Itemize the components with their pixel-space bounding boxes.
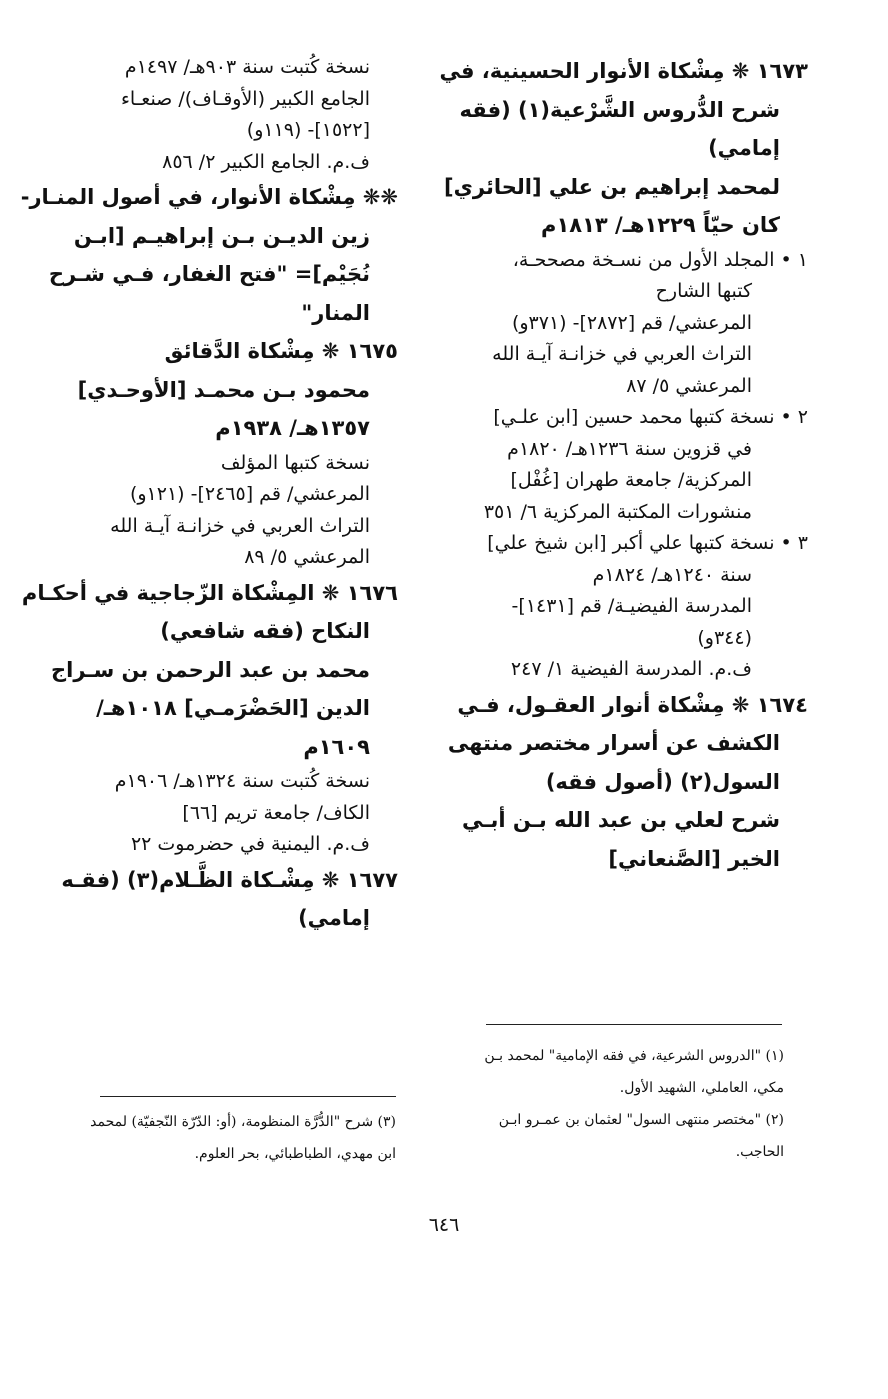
left-column-line: المنار" bbox=[301, 300, 370, 325]
right-column-line: ف.م. المدرسة الفيضية ١/ ٢٤٧ bbox=[510, 658, 752, 680]
footnote-left-line: (٣) شرح "الدُّرَّة المنظومة، (أو: الدّرّة النّجفيّة) لمحمد bbox=[90, 1114, 396, 1130]
left-column-line: ١٣٥٧هـ/ ١٩٣٨م bbox=[215, 416, 370, 440]
right-column-line: لمحمد إبراهيم بن علي [الحائري] bbox=[444, 174, 780, 199]
right-column-line: شرح الدُّروس الشَّرْعية(١) (فقه bbox=[459, 97, 780, 122]
left-column-line: المرعشي/ قم [٢٤٦٥]- (١٢١و) bbox=[129, 483, 370, 505]
page-number: ٦٤٦ bbox=[428, 1214, 460, 1236]
right-column-line: المركزية/ جامعة طهران [غُفْل] bbox=[510, 469, 752, 491]
right-column-line: كتبها الشارح bbox=[655, 280, 752, 302]
left-column-line: محمود بـن محمـد [الأوحـدي] bbox=[77, 377, 370, 402]
left-column-line: نسخة كُتبت سنة ١٣٢٤هـ/ ١٩٠٦م bbox=[114, 770, 370, 792]
footnotes-left bbox=[84, 1106, 396, 1170]
left-column-line: نسخة كُتبت سنة ٩٠٣هـ/ ١٤٩٧م bbox=[124, 56, 370, 78]
right-column-line: الكشف عن أسرار مختصر منتهى bbox=[447, 731, 780, 755]
right-column-line: (٣٤٤و) bbox=[697, 626, 752, 649]
right-column-line: ١٦٧٣ ❋ مِشْكاة الأنوار الحسينية، في bbox=[439, 59, 808, 83]
footnote-left-line: ابن مهدي، الطباطبائي، بحر العلوم. bbox=[194, 1146, 396, 1162]
left-column-line: ١٦٧٧ ❋ مِشْـكاة الظَّـلام(٣) (فقـه bbox=[61, 867, 398, 892]
footnote-right-line: الحاجب. bbox=[735, 1144, 784, 1160]
left-column-line: زين الديـن بـن إبراهيـم [ابـن bbox=[73, 223, 370, 248]
left-column-line: إمامي) bbox=[298, 906, 370, 930]
right-column-line: ٢ • نسخة كتبها محمد حسين [ابن علـي] bbox=[493, 406, 808, 428]
right-column-line: منشورات المكتبة المركزية ٦/ ٣٥١ bbox=[483, 500, 752, 523]
right-column-line: التراث العربي في خزانـة آيـة الله bbox=[492, 343, 752, 365]
right-column-line: الخير [الصَّنعاني] bbox=[608, 846, 780, 871]
left-column-line: ف.م. الجامع الكبير ٢/ ٨٥٦ bbox=[162, 150, 370, 173]
footnote-right-line: مكي، العاملي، الشهيد الأول. bbox=[619, 1080, 784, 1096]
right-column-line: المدرسة الفيضيـة/ قم [١٤٣١]- bbox=[511, 595, 752, 617]
left-column-line: ١٦٠٩م bbox=[303, 734, 370, 759]
right-column-line: السول(٢) (أصول فقه) bbox=[545, 769, 780, 794]
left-column-line: الكاف/ جامعة تريم [٦٦] bbox=[182, 801, 370, 824]
left-column-line: التراث العربي في خزانـة آيـة الله bbox=[110, 514, 370, 537]
left-column-line: محمد بن عبد الرحمن بن سـراج bbox=[51, 657, 370, 682]
right-column-line: كان حيّاً ١٢٢٩هـ/ ١٨١٣م bbox=[541, 213, 780, 237]
left-column-line: الجامع الكبير (الأوقـاف)/ صنعـاء bbox=[120, 87, 370, 110]
footnote-separator-left bbox=[100, 1096, 396, 1097]
right-column-line: في قزوين سنة ١٢٣٦هـ/ ١٨٢٠م bbox=[507, 437, 752, 460]
left-column-line: [١٥٢٢]- (١١٩و) bbox=[246, 119, 370, 141]
left-column-line: ف.م. اليمنية في حضرموت ٢٢ bbox=[130, 833, 370, 855]
left-column bbox=[20, 52, 398, 938]
right-column-line: ١٦٧٤ ❋ مِشْكاة أنوار العقـول، فـي bbox=[457, 692, 808, 717]
left-column-line: ❋❋ مِشْكاة الأنوار، في أصول المنـار- bbox=[20, 185, 398, 209]
right-column-line: إمامي) bbox=[708, 136, 780, 160]
right-column-line: ٣ • نسخة كتبها علي أكبر [ابن شيخ علي] bbox=[487, 532, 808, 554]
left-column-line: ١٦٧٦ ❋ المِشْكاة الزّجاجية في أحكـام bbox=[21, 580, 398, 605]
right-column-line: سنة ١٢٤٠هـ/ ١٨٢٤م bbox=[592, 563, 752, 586]
footnote-right-line: (٢) "مختصر منتهى السول" لعثمان بن عمـرو ابـن bbox=[498, 1112, 784, 1128]
right-column-line: المرعشي ٥/ ٨٧ bbox=[626, 374, 752, 397]
left-column-line: المرعشي ٥/ ٨٩ bbox=[244, 546, 370, 568]
left-column-line: الدين [الحَضْرَمـي] ١٠١٨هـ/ bbox=[96, 696, 370, 720]
footnote-separator-right bbox=[486, 1024, 782, 1025]
left-column-line: نُجَيْم]= "فتح الغفار، فـي شـرح bbox=[48, 262, 370, 286]
left-column-line: النكاح (فقه شافعي) bbox=[160, 619, 370, 643]
right-column-line: ١ • المجلد الأول من نسـخة مصححـة، bbox=[512, 248, 808, 271]
right-column-line: شرح لعلي بن عبد الله بـن أبـي bbox=[462, 808, 780, 832]
footnote-right-line: (١) "الدروس الشرعية، في فقه الإمامية" لمحمد بـن bbox=[484, 1048, 784, 1064]
left-column-line: نسخة كتبها المؤلف bbox=[220, 451, 370, 474]
right-column-line: المرعشي/ قم [٢٨٧٢]- (٣٧١و) bbox=[511, 311, 752, 334]
right-column bbox=[439, 52, 808, 878]
left-column-line: ١٦٧٥ ❋ مِشْكاة الدَّقائق bbox=[164, 339, 398, 363]
footnotes-right bbox=[446, 1040, 784, 1168]
